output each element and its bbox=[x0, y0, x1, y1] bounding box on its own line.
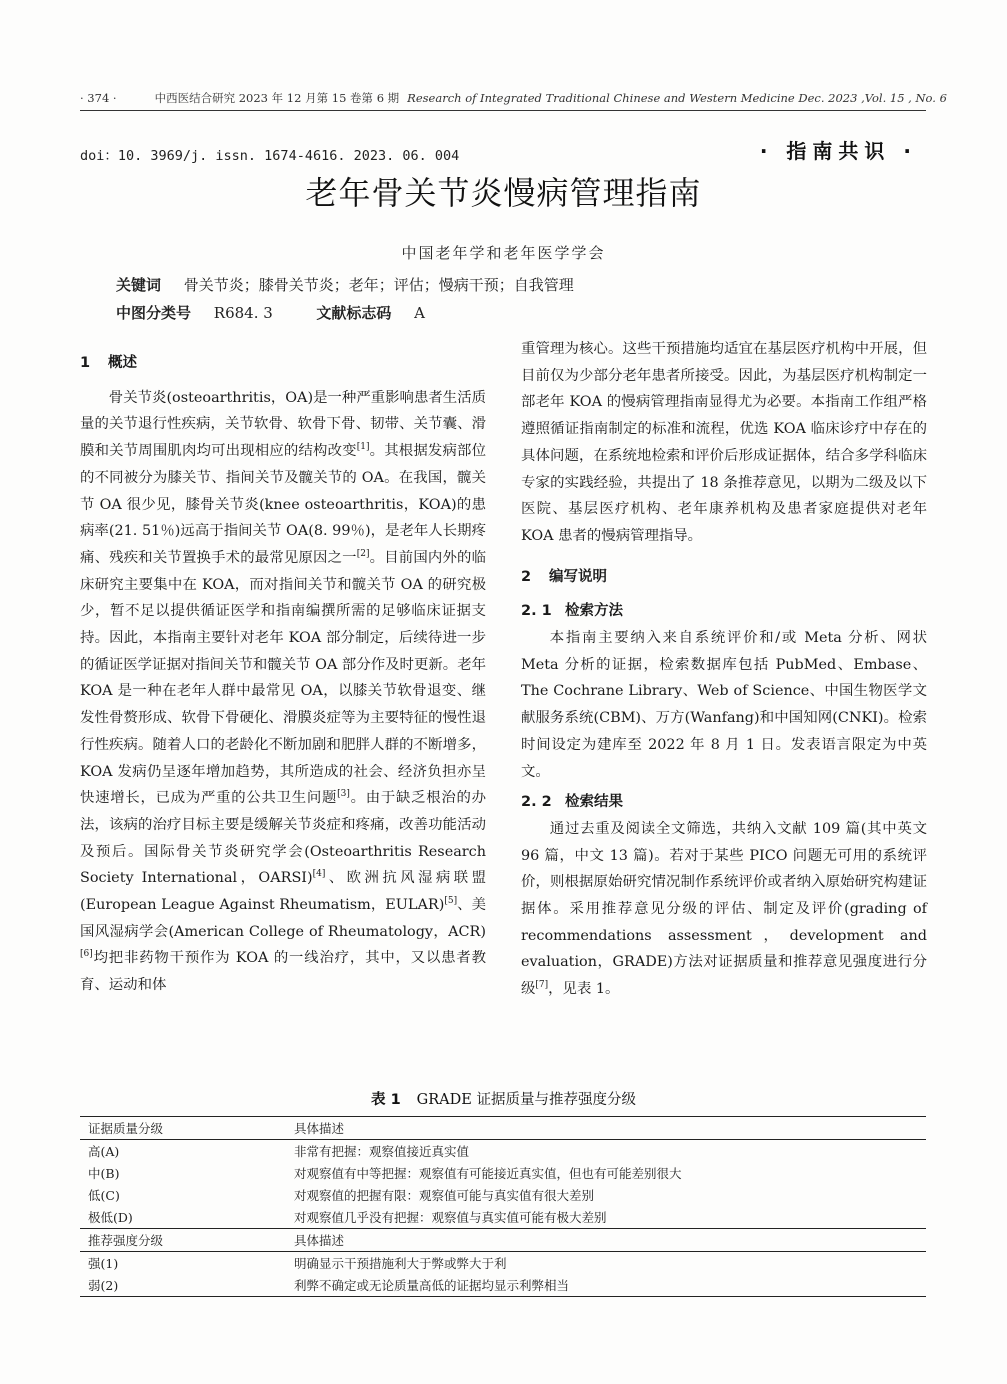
table-cell: 证据质量分级 bbox=[80, 1117, 286, 1140]
citation[interactable]: [2] bbox=[356, 549, 370, 560]
table-row bbox=[80, 1274, 926, 1297]
doccode-label: 文献标志码 bbox=[316, 304, 392, 322]
table-cell: 利弊不确定或无论质量高低的证据均显示利弊相当 bbox=[286, 1274, 926, 1297]
running-header bbox=[80, 90, 947, 111]
table-cell: 中(B) bbox=[88, 1166, 120, 1181]
right-column bbox=[521, 336, 927, 1003]
paragraph: 通过去重及阅读全文筛选，共纳入文献 109 篇(其中英文 96 篇，中文 13 篇)。若对于某些 PICO 问题无可用的系统评价，则根据原始研究情况制作系统评价或者纳入原始研究构建证据体。采用推荐意见分级的评估、制定及评价(grading of recommendations assessment，development and evaluation，GRADE)方法对证据质量和推荐意见强度进行分级[7]，见表 1。 bbox=[521, 820, 927, 998]
classification bbox=[116, 302, 425, 323]
table-cell: 低(C) bbox=[88, 1188, 120, 1203]
doi: doi：10. 3969/j. issn. 1674-4616. 2023. 06. 004 bbox=[80, 148, 460, 164]
page-number: · 374 · bbox=[80, 91, 117, 105]
section-heading: 1 概述 bbox=[80, 355, 137, 371]
keywords-label: 关键词 bbox=[116, 276, 162, 294]
table-row bbox=[80, 1206, 926, 1229]
table-row bbox=[80, 1162, 926, 1184]
grade-table bbox=[80, 1116, 926, 1297]
paragraph: 骨关节炎(osteoarthritis，OA)是一种严重影响患者生活质量的关节退行性疾病，关节软骨、软骨下骨、韧带、关节囊、滑膜和关节周围肌肉均可出现相应的结构改变[1]。其根据发病部位的不同被分为膝关节、指间关节及髋关节的 OA。在我国，髋关节 OA 很少见，膝骨关节炎(knee osteoarthritis，KOA)的患病率(21. 51％)远高于指间关节 OA(8. 99％)，是老年人长期疼痛、残疾和关节置换手术的最常见原因之一[2]。目前国内外的临床研究主要集中在 KOA，而对指间关节和髋关节 OA 的研究极少，暂不足以提供循证医学和指南编撰所需的足够临床证据支持。因此，本指南主要针对老年 KOA 部分制定，后续待进一步的循证医学证据对指间关节和髋关节 OA 部分作及时更新。老年 KOA 是一种在老年人群中最常见 OA，以膝关节软骨退变、继发性骨赘形成、软骨下骨硬化、滑膜炎症等为主要特征的慢性退行性疾病。随着人口的老龄化不断加剧和肥胖人群的不断增多，KOA 发病仍呈逐年增加趋势，其所造成的社会、经济负担亦呈快速增长，已成为严重的公共卫生问题[3]。由于缺乏根治的办法，该病的治疗目标主要是缓解关节炎症和疼痛，改善功能活动及预后。国际骨关节炎研究学会(Osteoarthritis Research Society International，OARSI)[4]、欧洲抗风湿病联盟(European League Against Rheumatism，EULAR)[5]、美国风湿病学会(American College of Rheumatology，ACR)[6]均把非药物干预作为 KOA 的一线治疗，其中，又以患者教育、运动和体 bbox=[80, 389, 486, 994]
citation[interactable]: [7] bbox=[535, 980, 549, 991]
table-row bbox=[80, 1252, 926, 1275]
journal-name-cn: 中西医结合研究 2023 年 12 月第 15 卷第 6 期 bbox=[154, 91, 400, 105]
table-cell: 对观察值的把握有限：观察值可能与真实值有很大差别 bbox=[294, 1188, 595, 1203]
left-column bbox=[80, 342, 486, 999]
journal-name-en: Research of Integrated Traditional Chinese and Western Medicine Dec. 2023 ,Vol. 15 , No. 6 bbox=[407, 91, 947, 105]
table-row bbox=[80, 1184, 926, 1206]
table-cell: 明确显示干预措施利大于弊或弊大于利 bbox=[294, 1256, 507, 1271]
clc-value: R684. 3 bbox=[213, 304, 273, 322]
column-tag: · 指南共识 · bbox=[759, 139, 917, 163]
table-cell: 强(1) bbox=[88, 1256, 119, 1271]
table-caption: 表 1 GRADE 证据质量与推荐强度分级 bbox=[371, 1092, 636, 1108]
table-cell: 对观察值几乎没有把握：观察值与真实值可能有极大差别 bbox=[294, 1210, 607, 1225]
keywords-value: 骨关节炎；膝骨关节炎；老年；评估；慢病干预；自我管理 bbox=[183, 276, 574, 294]
doccode-value: A bbox=[414, 304, 426, 322]
subsection-heading: 2. 2 检索结果 bbox=[521, 794, 623, 811]
citation[interactable]: [3] bbox=[337, 789, 350, 800]
section-heading: 2 编写说明 bbox=[521, 568, 607, 585]
paragraph: 本指南主要纳入来自系统评价和/或 Meta 分析、网状 Meta 分析的证据，检索数据库包括 PubMed、Embase、The Cochrane Library、Web of Science、中国生物医学文献服务系统(CBM)、万方(Wanfang)和中国知网(CNKI)。检索时间设定为建库至 2022 年 8 月 1 日。发表语言限定为中英文。 bbox=[521, 630, 927, 780]
table-cell: 具体描述 bbox=[286, 1229, 926, 1252]
table-cell: 弱(2) bbox=[80, 1274, 286, 1297]
table-cell: 非常有把握：观察值接近真实值 bbox=[294, 1144, 470, 1159]
table-row bbox=[80, 1140, 926, 1163]
subsection-heading: 2. 1 检索方法 bbox=[521, 603, 623, 620]
table-cell: 对观察值有中等把握：观察值有可能接近真实值，但也有可能差别很大 bbox=[294, 1166, 682, 1181]
table-cell: 具体描述 bbox=[286, 1117, 926, 1140]
clc-label: 中图分类号 bbox=[116, 304, 192, 322]
citation[interactable]: [6] bbox=[80, 949, 93, 960]
table-cell: 极低(D) bbox=[88, 1210, 133, 1225]
table-header-row bbox=[80, 1229, 926, 1252]
keywords bbox=[116, 274, 574, 295]
author: 中国老年学和老年医学学会 bbox=[401, 244, 606, 262]
citation[interactable]: [1] bbox=[356, 442, 370, 453]
table-cell: 高(A) bbox=[88, 1144, 120, 1159]
table-header-row bbox=[80, 1117, 926, 1140]
citation[interactable]: [5] bbox=[444, 896, 458, 907]
paragraph: 重管理为核心。这些干预措施均适宜在基层医疗机构中开展，但目前仅为少部分老年患者所接受。因此，为基层医疗机构制定一部老年 KOA 的慢病管理指南显得尤为必要。本指南工作组严格遵照循证指南制定的标准和流程，优选 KOA 临床诊疗中存在的具体问题，在系统地检索和评价后形成证据体，结合多学科临床专家的实践经验，共提出了 18 条推荐意见，以期为二级及以下医院、基层医疗机构、老年康养机构及患者家庭提供对老年 KOA 患者的慢病管理指导。 bbox=[521, 341, 927, 544]
article-title: 老年骨关节炎慢病管理指南 bbox=[305, 174, 702, 212]
table-cell: 推荐强度分级 bbox=[80, 1229, 286, 1252]
citation[interactable]: [4] bbox=[312, 869, 326, 880]
